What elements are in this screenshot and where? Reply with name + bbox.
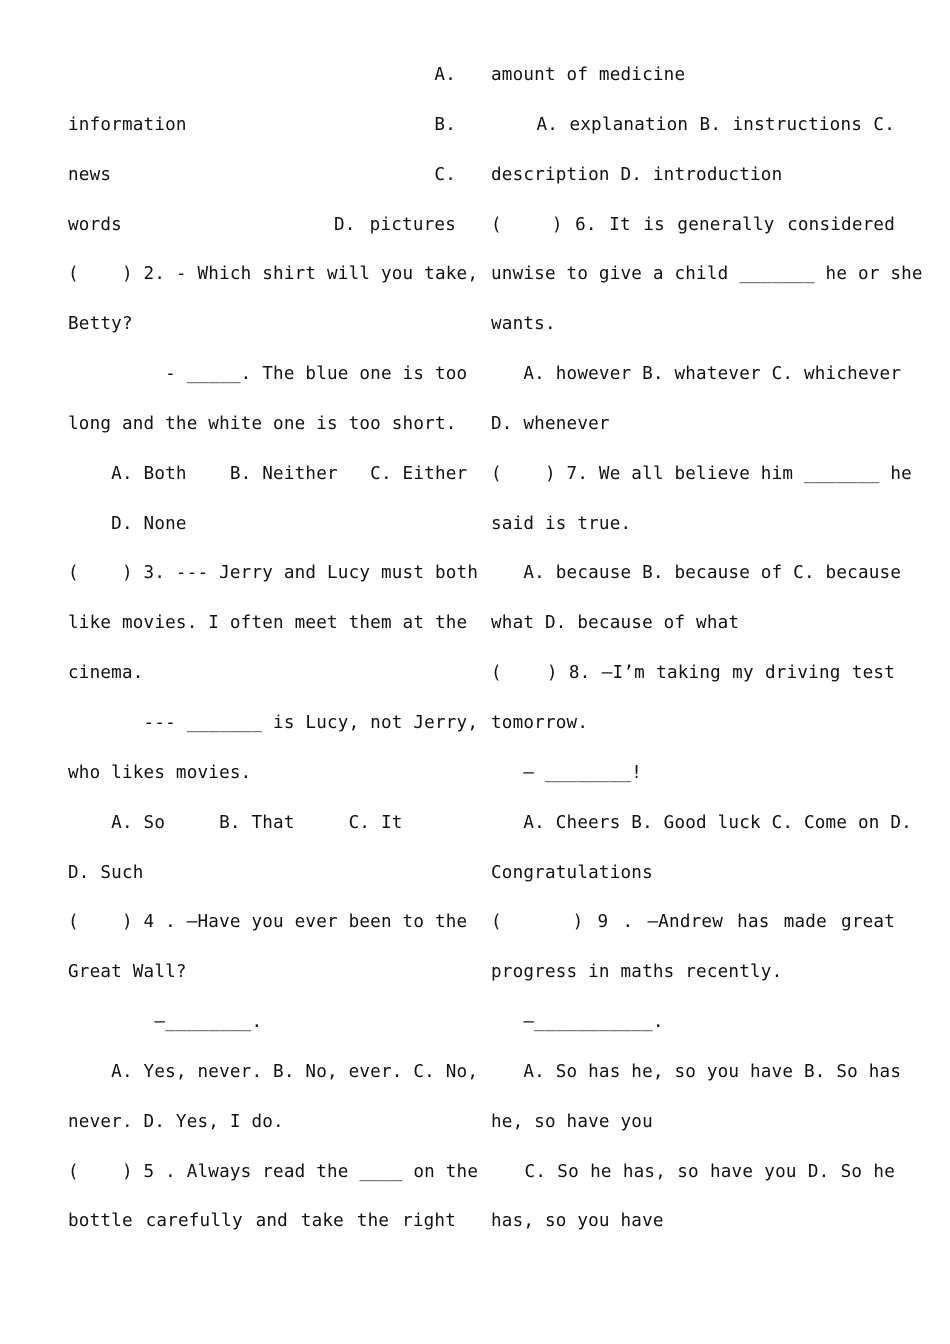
right-column-line: D. whenever bbox=[491, 413, 610, 434]
right-column-line: amount of medicine bbox=[491, 65, 686, 85]
right-column-line: A. explanation B. instructions C. bbox=[491, 114, 895, 135]
right-column-line: ( ) 8. —I’m taking my driving test bbox=[491, 663, 895, 684]
right-column-line: C. So he has, so have you D. So he bbox=[491, 1161, 895, 1182]
right-column-line: A. Cheers B. Good luck C. Come on D. bbox=[491, 812, 912, 833]
right-column-line: —___________. bbox=[491, 1012, 664, 1033]
left-column-line: bottle carefully and take the right bbox=[68, 1211, 456, 1232]
right-column-line: progress in maths recently. bbox=[491, 962, 783, 983]
left-column-line: who likes movies. bbox=[68, 762, 252, 783]
right-column-line: A. however B. whatever C. whichever bbox=[491, 364, 902, 385]
left-column-line: ( ) 3. --- Jerry and Lucy must both bbox=[68, 563, 479, 584]
right-column-line: ( ) 9 . —Andrew has made great bbox=[491, 912, 895, 933]
left-column-line: A. Both B. Neither C. Either bbox=[68, 463, 468, 484]
right-column-line: — ________! bbox=[491, 762, 643, 783]
right-column-line: ( ) 7. We all believe him _______ he bbox=[491, 463, 912, 484]
right-column-line: A. because B. because of C. because bbox=[491, 563, 902, 584]
left-column-line: Great Wall? bbox=[68, 962, 187, 983]
left-column-line: A. bbox=[434, 65, 456, 85]
right-column-line: A. So has he, so you have B. So has bbox=[491, 1061, 902, 1082]
left-column-line: long and the white one is too short. bbox=[68, 413, 457, 434]
right-column bbox=[491, 51, 923, 1247]
left-column bbox=[68, 51, 479, 1247]
left-column-line: cinema. bbox=[68, 663, 144, 684]
left-column-line: --- _______ is Lucy, not Jerry, bbox=[68, 712, 479, 733]
left-column-line: —________. bbox=[68, 1012, 263, 1033]
left-column-line: news C. bbox=[68, 164, 456, 185]
left-column-line: ( ) 5 . Always read the ____ on the bbox=[68, 1161, 479, 1182]
left-column-line: ( ) 2. - Which shirt will you take, bbox=[68, 264, 479, 285]
right-column-line: he, so have you bbox=[491, 1111, 653, 1132]
left-column-line: words D. pictures bbox=[68, 214, 456, 235]
left-column-line: like movies. I often meet them at the bbox=[68, 613, 468, 634]
left-column-line: D. Such bbox=[68, 862, 144, 883]
left-column-line: Betty? bbox=[68, 314, 133, 335]
left-column-line: information B. bbox=[68, 114, 456, 135]
right-column-line: has, so you have bbox=[491, 1211, 664, 1232]
left-column-line: ( ) 4 . —Have you ever been to the bbox=[68, 912, 468, 933]
left-column-line: never. D. Yes, I do. bbox=[68, 1111, 284, 1132]
right-column-line: unwise to give a child _______ he or she bbox=[491, 264, 923, 285]
left-column-line: - _____. The blue one is too bbox=[68, 364, 468, 385]
right-column-line: Congratulations bbox=[491, 862, 653, 883]
right-column-line: ( ) 6. It is generally considered bbox=[491, 214, 895, 235]
right-column-line: what D. because of what bbox=[491, 613, 740, 634]
left-column-line: D. None bbox=[68, 513, 187, 534]
left-column-line: A. So B. That C. It bbox=[68, 812, 403, 833]
left-column-line: A. Yes, never. B. No, ever. C. No, bbox=[68, 1061, 479, 1082]
right-column-line: wants. bbox=[491, 314, 556, 335]
right-column-line: said is true. bbox=[491, 513, 632, 534]
right-column-line: tomorrow. bbox=[491, 712, 589, 733]
right-column-line: description D. introduction bbox=[491, 164, 783, 185]
